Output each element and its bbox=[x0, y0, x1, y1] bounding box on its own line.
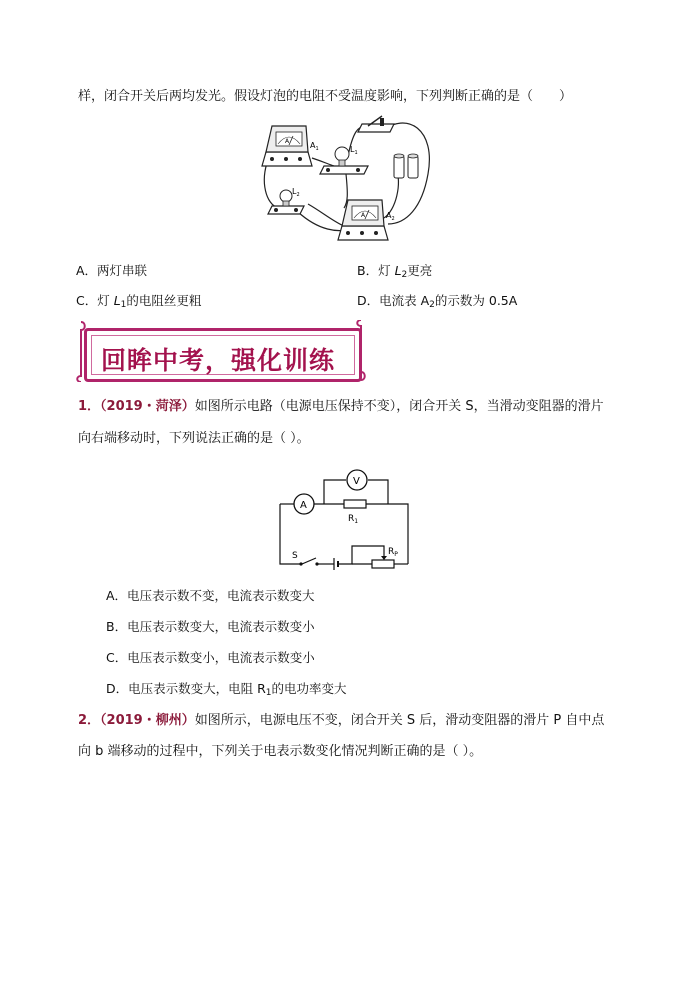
q1-option-a: A．电压表示数不变，电流表示数变大 bbox=[106, 588, 315, 603]
rheostat-label: $R_P$ bbox=[388, 547, 398, 558]
rheostat-symbol bbox=[372, 560, 394, 568]
label-a2: $A_2$ bbox=[386, 211, 395, 222]
voltmeter-label: V bbox=[353, 476, 360, 487]
q1-option-b: B．电压表示数变大，电流表示数变小 bbox=[106, 619, 315, 634]
scroll-right-decoration bbox=[356, 320, 366, 382]
resistor-r1-symbol bbox=[344, 500, 366, 508]
option-c: C．灯 $L_1$的电阻丝更粗 bbox=[76, 293, 202, 310]
option-d: D．电流表 $A_2$的示数为 0.5A bbox=[357, 293, 518, 310]
q2-line1: 2．（2019・柳州）如图所示，电源电压不变，闭合开关 S 后，滑动变阻器的滑片 P 自中点 bbox=[78, 713, 605, 728]
q2-line2: 向 b 端移动的过程中，下列关于电表示数变化情况判断正确的是（ ）。 bbox=[78, 744, 483, 759]
option-a: A．两灯串联 bbox=[76, 263, 148, 278]
banner-frame bbox=[84, 328, 362, 382]
resistor-r1-label: $R_1$ bbox=[348, 514, 359, 525]
q1-option-d: D．电压表示数变大，电阻 $R_1$的电功率变大 bbox=[106, 681, 347, 698]
q1-option-c: C．电压表示数变小，电流表示数变小 bbox=[106, 650, 315, 665]
apparatus-figure bbox=[258, 112, 442, 244]
section-banner bbox=[74, 320, 368, 382]
ammeter-label: A bbox=[300, 500, 307, 511]
question-continuation: 样，闭合开关后两均发光。假设灯泡的电阻不受温度影响，下列判断正确的是（ ） bbox=[78, 89, 573, 104]
q1-line2: 向右端移动时，下列说法正确的是（ ）。 bbox=[78, 431, 310, 446]
label-l1: $L_1$ bbox=[350, 145, 358, 156]
circuit-figure-q1 bbox=[276, 460, 416, 578]
banner-title: 回眸中考，强化训练 bbox=[101, 346, 336, 375]
q1-line1: 1．（2019・菏泽）如图所示电路（电源电压保持不变），闭合开关 S，当滑动变阻器的滑片 bbox=[78, 399, 604, 414]
label-l2: $L_2$ bbox=[292, 187, 300, 198]
option-b: B．灯 $L_2$更亮 bbox=[357, 263, 433, 280]
meter-a2-face-label: A bbox=[361, 212, 366, 219]
meter-a1-face-label: A bbox=[285, 138, 290, 145]
switch-label: S bbox=[292, 551, 298, 561]
label-a1: $A_1$ bbox=[310, 141, 319, 152]
